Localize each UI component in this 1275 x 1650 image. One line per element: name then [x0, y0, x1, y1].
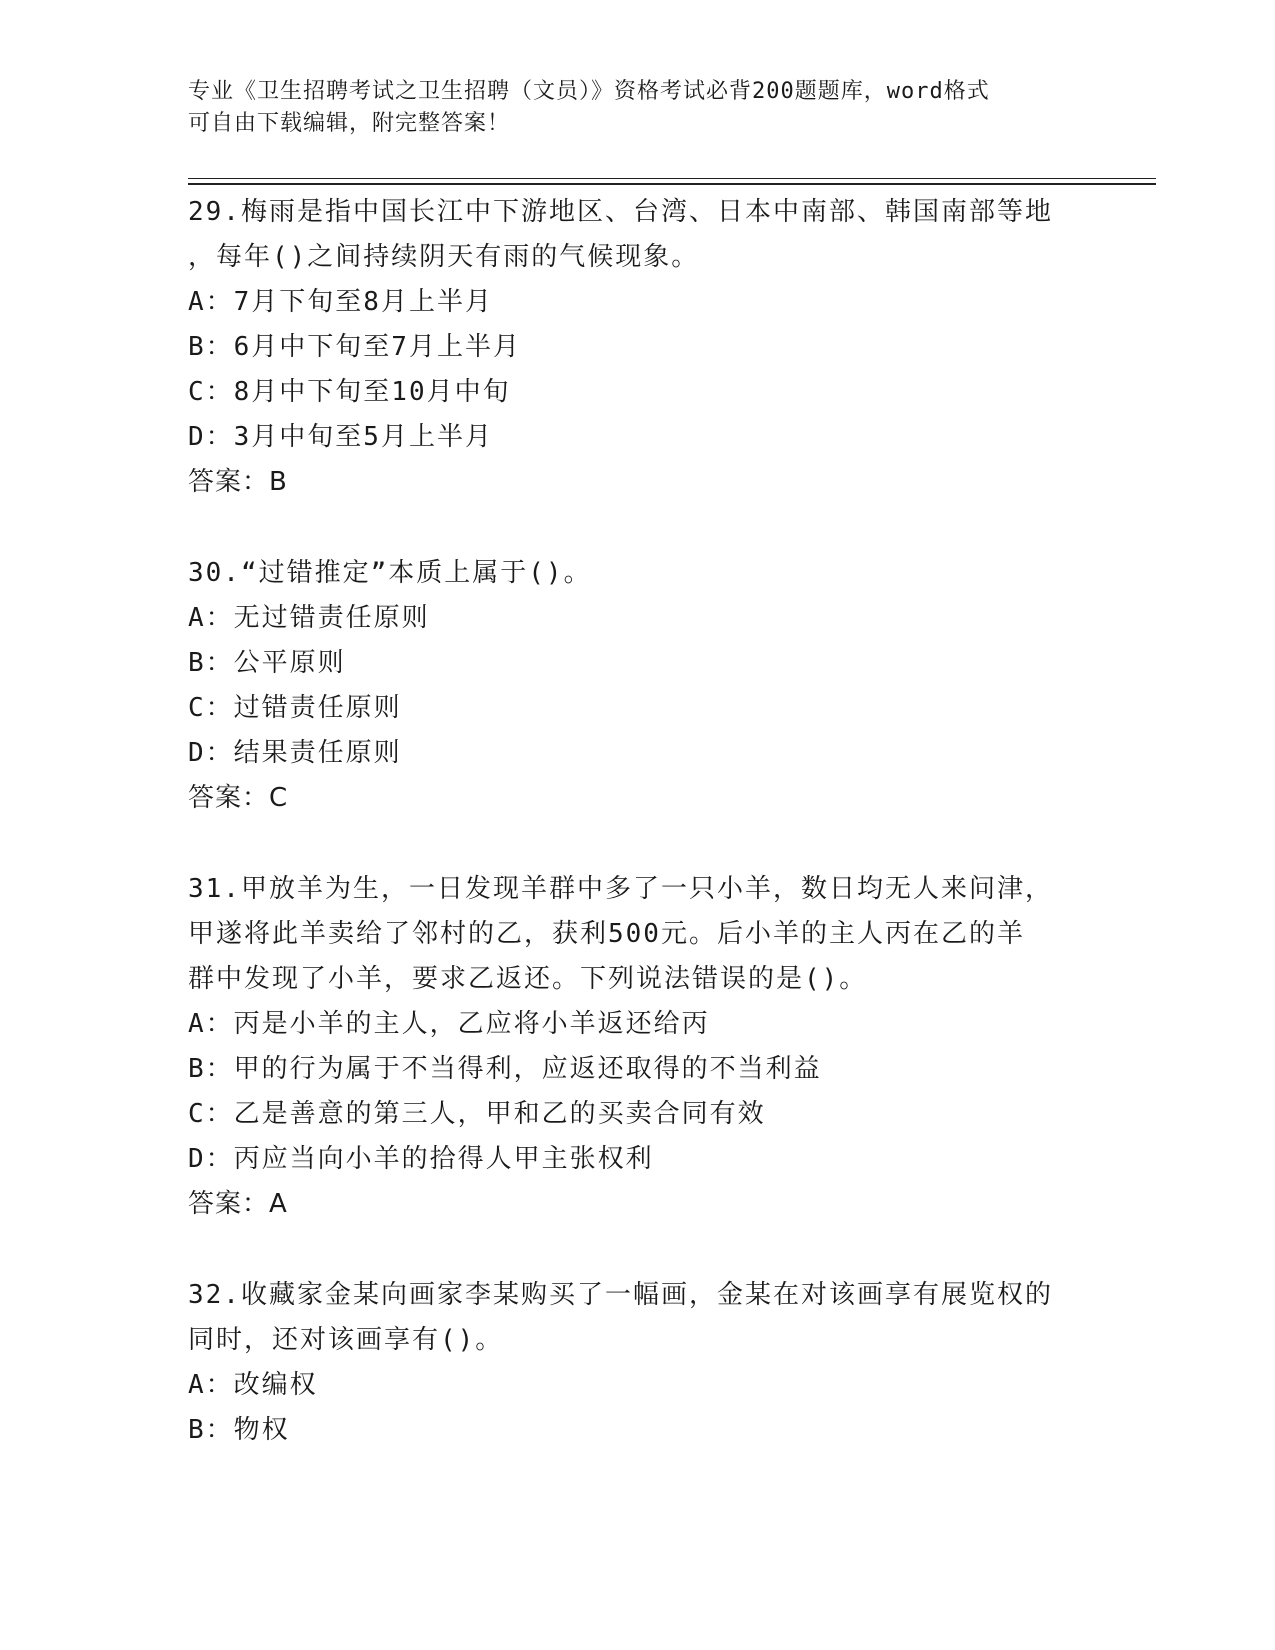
option-d: D：结果责任原则 — [188, 738, 402, 768]
question-text-line: 31.甲放羊为生，一日发现羊群中多了一只小羊，数日均无人来问津， — [188, 874, 1053, 904]
question-text-line: 甲遂将此羊卖给了邻村的乙，获利500元。后小羊的主人丙在乙的羊 — [188, 919, 1025, 949]
option-a: A：无过错责任原则 — [188, 603, 430, 633]
question-text — [188, 867, 1088, 1002]
option-a: A：改编权 — [188, 1370, 318, 1400]
option-c: C：乙是善意的第三人，甲和乙的买卖合同有效 — [188, 1099, 766, 1129]
header-divider-thick — [188, 183, 1156, 185]
question-text-line: 群中发现了小羊，要求乙返还。下列说法错误的是()。 — [188, 964, 868, 994]
answer-line: 答案：A — [188, 1189, 288, 1219]
question-text-line: 32.收藏家金某向画家李某购买了一幅画，金某在对该画享有展览权的 — [188, 1280, 1053, 1310]
option-a: A：7月下旬至8月上半月 — [188, 287, 493, 317]
option-c: C：过错责任原则 — [188, 693, 402, 723]
header-line-1: 专业《卫生招聘考试之卫生招聘（文员）》资格考试必背200题题库，word格式 — [188, 79, 990, 104]
question-list — [188, 190, 1088, 1499]
question-text-line: 30.“过错推定”本质上属于()。 — [188, 558, 592, 588]
question-text — [188, 1273, 1088, 1363]
question-30 — [188, 551, 1088, 821]
header-divider-thin — [188, 178, 1156, 179]
option-c: C：8月中下旬至10月中旬 — [188, 377, 511, 407]
question-29 — [188, 190, 1088, 505]
answer-line: 答案：C — [188, 783, 289, 813]
option-b: B：物权 — [188, 1415, 290, 1445]
option-b: B：6月中下旬至7月上半月 — [188, 332, 521, 362]
option-b: B：公平原则 — [188, 648, 346, 678]
question-31 — [188, 867, 1088, 1227]
question-text — [188, 551, 1088, 596]
document-header — [188, 76, 1088, 140]
option-b: B：甲的行为属于不当得利，应返还取得的不当利益 — [188, 1054, 822, 1084]
option-d: D：丙应当向小羊的拾得人甲主张权利 — [188, 1144, 654, 1174]
answer-line: 答案：B — [188, 467, 288, 497]
header-line-2: 可自由下载编辑，附完整答案！ — [188, 111, 511, 136]
question-text-line: 29.梅雨是指中国长江中下游地区、台湾、日本中南部、韩国南部等地 — [188, 197, 1053, 227]
option-a: A：丙是小羊的主人，乙应将小羊返还给丙 — [188, 1009, 710, 1039]
question-text-line: 同时，还对该画享有()。 — [188, 1325, 504, 1355]
question-32 — [188, 1273, 1088, 1453]
option-d: D：3月中旬至5月上半月 — [188, 422, 493, 452]
question-text — [188, 190, 1088, 280]
question-text-line: ，每年()之间持续阴天有雨的气候现象。 — [188, 242, 700, 272]
